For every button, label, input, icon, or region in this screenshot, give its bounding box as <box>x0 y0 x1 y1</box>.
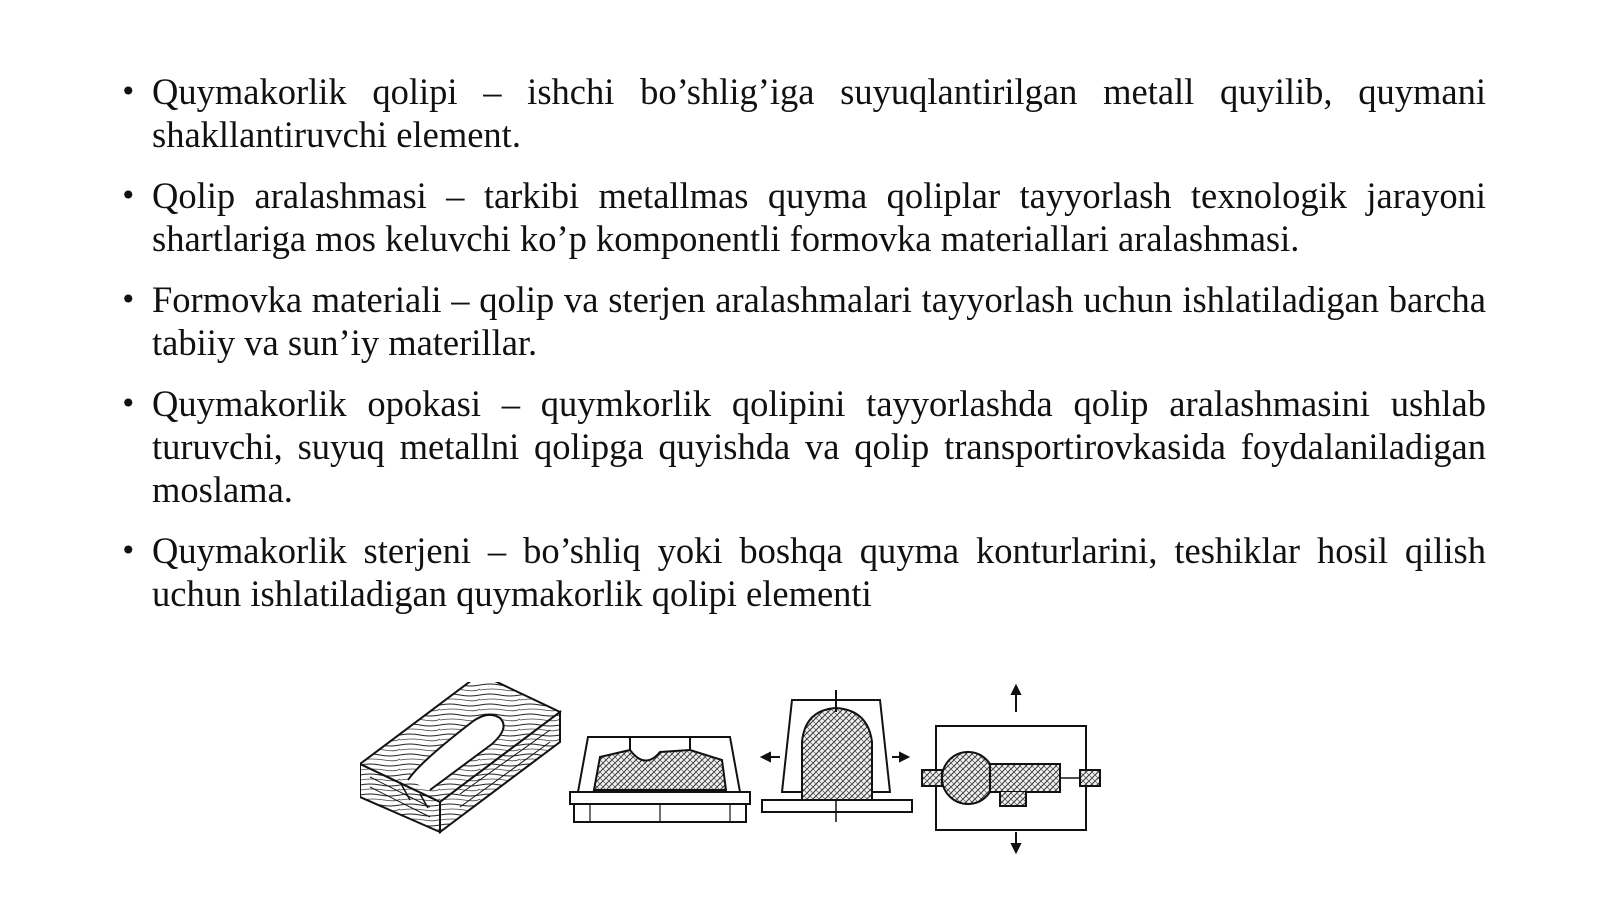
bullet-text: Quymakorlik qolipi – ishchi bo’shlig’iga suyuqlantirilgan metall quyilib, quymani shakllantiruvchi element. <box>152 71 1486 155</box>
bullet-dot: • <box>120 534 137 567</box>
list-item <box>118 382 1486 511</box>
casting-illustration <box>360 682 1140 877</box>
list-item <box>118 70 1486 156</box>
bullet-text: Formovka materiali – qolip va sterjen aralashmalari tayyorlash uchun ishlatiladigan barcha tabiiy va sun’iy materillar. <box>152 279 1486 363</box>
definition-list <box>118 70 1486 633</box>
bullet-dot: • <box>120 387 137 420</box>
flask-mold-icon <box>762 690 912 822</box>
list-item <box>118 278 1486 364</box>
wooden-core-box-icon <box>360 682 560 832</box>
bullet-dot: • <box>120 75 137 108</box>
bullet-text: Quymakorlik sterjeni – bo’shliq yoki boshqa quyma konturlarini, teshiklar hosil qilish uchun ishlatiladigan quymakorlik qolipi elementi <box>152 530 1486 614</box>
list-item <box>118 174 1486 260</box>
bullet-text: Qolip aralashmasi – tarkibi metallmas quyma qoliplar tayyorlash texnologik jarayoni shartlariga mos keluvchi ko’p komponentli formovka materiallari aralashmasi. <box>152 175 1486 259</box>
bullet-dot: • <box>120 283 137 316</box>
mold-half-icon <box>570 737 750 822</box>
bullet-text: Quymakorlik opokasi – quymkorlik qolipini tayyorlashda qolip aralashmasini ushlab turuvchi, suyuq metallni qolipga quyishda va qolip transportirovkasida foydalaniladigan moslama. <box>152 383 1486 510</box>
bullet-dot: • <box>120 179 137 212</box>
list-item <box>118 529 1486 615</box>
split-mold-icon <box>922 686 1100 852</box>
